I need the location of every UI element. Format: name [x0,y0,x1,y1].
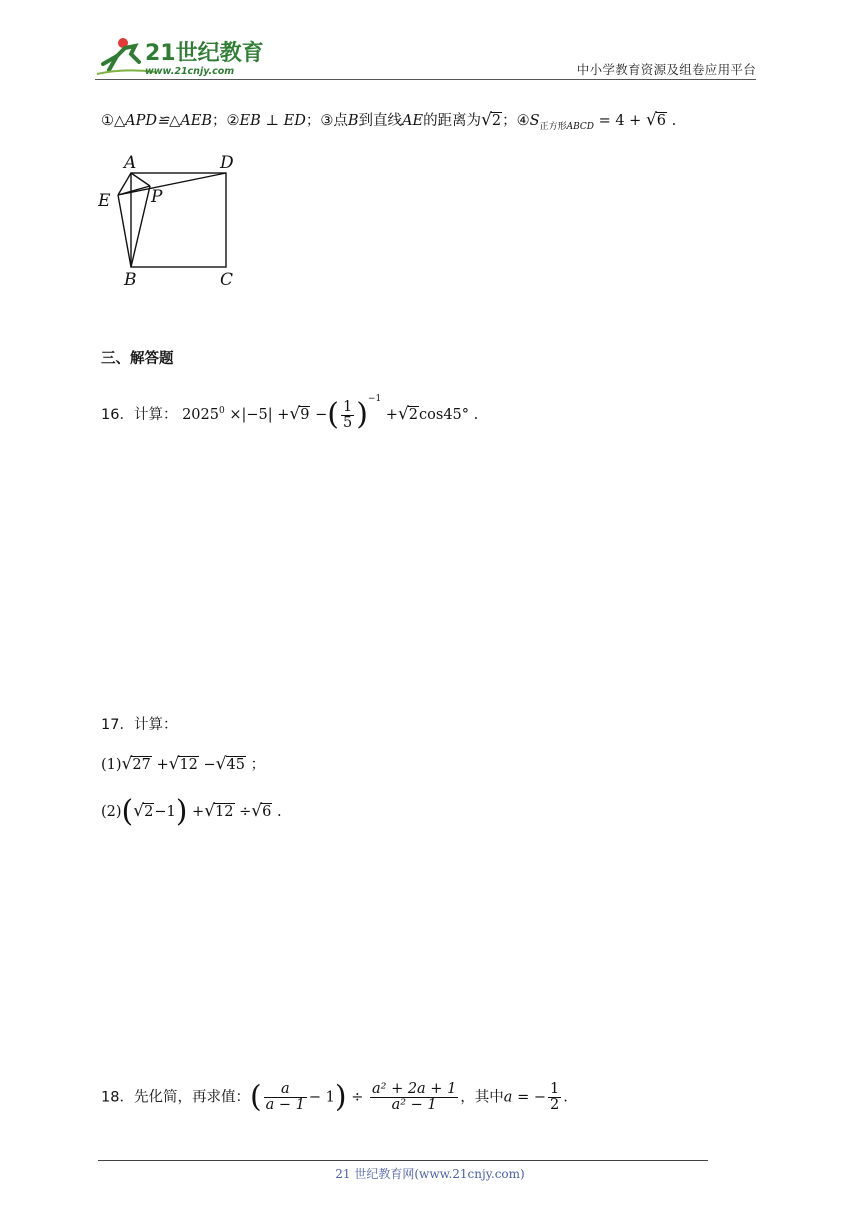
stmt-3-number: ③ [320,113,334,129]
question-label: 18．先化简，再求值： [101,1089,250,1106]
operator: ÷ [239,804,252,820]
term: − 1 [308,1089,335,1106]
section-title: 三、解答题 [101,351,174,367]
question-17-part-2 [101,794,282,829]
point-b: B [347,113,359,129]
segment-eb [118,195,131,267]
fraction-numerator: a [264,1082,307,1098]
fraction-denominator: 2 [549,1097,560,1113]
stmt-4-number: ④ [516,113,530,129]
stmt-2: EB ⊥ ED [239,113,306,129]
separator: ； [250,757,266,773]
period: . [563,1089,568,1106]
question-16 [101,389,478,431]
absolute-value: |−5| [241,407,273,423]
separator: ； [305,113,321,129]
label-e: E [98,191,111,211]
area-subscript-cn: 正方形 [539,121,567,132]
sqrt-icon: √ [645,110,657,130]
operator: + [385,407,398,423]
fraction [341,400,354,431]
fraction [264,1082,307,1113]
fraction-denominator: a − 1 [265,1097,305,1113]
stmt-3-text: 的距离为 [423,113,482,129]
area-symbol: S [529,113,540,129]
separator: ； [212,113,227,129]
stmt-1: △APD≌△AEB [114,113,213,129]
variable: a [503,1089,513,1106]
site-logo [95,34,265,80]
operator: + [156,757,169,773]
sqrt-radicand: 2 [491,113,502,129]
sqrt-icon: √ [204,801,216,821]
part-label: (1) [101,757,122,773]
operator: + [277,407,290,423]
left-paren: ( [121,794,134,829]
term: cos45° [419,407,470,423]
fraction-denominator: a² − 1 [391,1097,437,1113]
condition-text: ，其中 [460,1089,504,1106]
stmt-1-number: ① [101,113,114,129]
fraction-numerator: 1 [549,1081,560,1097]
question-label: 16．计算： [101,407,178,423]
sqrt-icon: √ [289,404,301,424]
fraction-numerator: 1 [342,398,353,415]
sqrt-radicand: 2 [144,804,154,820]
logo-url: www.21cnjy.com [145,66,235,77]
operator: − [315,407,328,423]
logo-text: 21世纪教育 [145,41,264,66]
sqrt-radicand: 45 [226,757,245,773]
stmt-3-text: 到直线 [358,113,402,129]
equation: = − [517,1089,546,1106]
footer-link[interactable]: 21 世纪教育网(www.21cnjy.com) [335,1167,525,1181]
term: −1 [154,804,176,820]
equation: = 4 + [598,113,642,129]
operator: − [203,757,216,773]
sqrt-radicand: 27 [132,757,151,773]
fraction [548,1082,561,1113]
sqrt-icon: √ [215,754,227,774]
operator: + [192,804,205,820]
fraction-numerator: a² + 2a + 1 [372,1081,457,1097]
question-18 [101,1079,568,1115]
period: . [671,113,677,129]
sqrt-radicand: 9 [300,407,310,423]
part-label: (2) [101,804,122,820]
sqrt-icon: √ [133,801,145,821]
sqrt-radicand: 6 [262,804,272,820]
segment-ap [131,173,150,186]
exponent: −1 [367,394,382,404]
sqrt-icon: √ [481,110,492,130]
question-17: 17．计算： [101,717,178,733]
segment-pb [131,186,150,267]
operator: × [229,407,242,423]
period: . [473,407,479,423]
label-a: A [124,153,137,173]
geometry-figure [98,148,243,293]
exponent: 0 [218,406,225,417]
question-17-part-1 [101,754,265,775]
sqrt-icon: √ [121,754,133,774]
label-b: B [124,270,137,290]
sqrt-icon: √ [397,404,409,424]
header-divider [95,79,756,80]
stmt-3-text: 点 [333,113,348,129]
fraction [370,1082,458,1113]
left-paren: ( [249,1079,262,1115]
line-ae: AE [402,113,424,129]
header-tagline: 中小学教育资源及组卷应用平台 [576,62,756,77]
area-subscript: ABCD [566,121,594,132]
right-paren: ) [356,397,368,432]
right-paren: ) [334,1079,347,1115]
label-p: P [151,187,163,207]
label-c: C [220,270,234,290]
sqrt-icon: √ [168,754,180,774]
sqrt-radicand: 12 [215,804,234,820]
label-d: D [220,153,234,173]
right-paren: ) [175,794,188,829]
sqrt-icon: √ [251,801,263,821]
separator: ； [502,113,517,129]
left-paren: ( [327,397,339,432]
fraction-denominator: 5 [342,414,353,431]
period: . [276,804,282,820]
sqrt-radicand: 12 [179,757,198,773]
sqrt-radicand: 6 [656,113,667,129]
sqrt-radicand: 2 [408,407,419,423]
stmt-2-number: ② [226,113,240,129]
footer-divider [98,1160,708,1161]
operator: ÷ [351,1089,364,1106]
q15-statements [101,110,676,137]
segment-ed [118,173,226,195]
term: 2025 [182,407,219,423]
